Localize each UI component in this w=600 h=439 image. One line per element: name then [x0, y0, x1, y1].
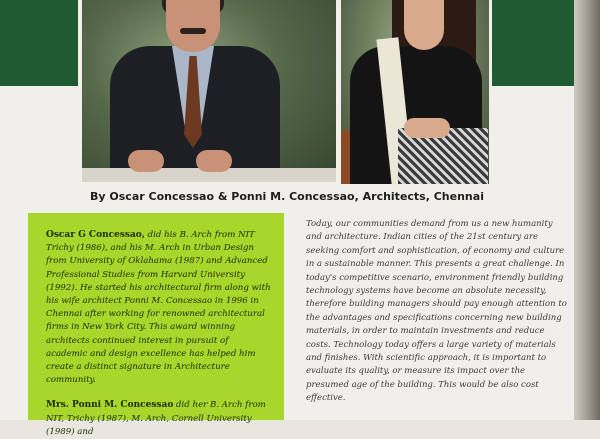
page-spine-shadow — [574, 0, 600, 420]
bio-text-oscar: did his B. Arch from NIT Trichy (1986), and his M. Arch in Urban Design from University of Oklahama (1987) and Advanced Professional Studies from Harvard University (1992). He started his architectural firm along with his wife architect Ponni M. Concessao in 1996 in Chennai after working for renowned architectural firms in New York City. This award winning architects continued interest in pursuit of academic and design excellence has helped him create a distinct signature in Architecture community. — [46, 230, 271, 386]
bio-text-ponni: did her B. Arch from NIT, Trichy (1987), M. Arch, Cornell University (1989) and — [46, 400, 266, 437]
man-hand-right — [196, 150, 232, 172]
bio-name-oscar: Oscar G Concessao, — [46, 230, 145, 240]
author-bio-box — [28, 213, 284, 437]
bio-name-ponni: Mrs. Ponni M. Concessao — [46, 400, 174, 411]
article-paragraph: Today, our communities demand from us a new humanity and architecture. Indian cities of the 21st century are seeking comfort and sophistication, of economy and culture in a sustainable manner. This presents a great challenge. In today's competitive scenario, environment friendly building technology systems have become an absolute necessity, therefore building managers should pay enough attention to the advantages and specifications concerning new building materials, in order to maintain investments and reduce costs. Technology today offers a large variety of materials and finishes. With scientific approach, it is important to evaluate its quality, or measure its impact over the presumed age of the building. This would be also cost effective. — [306, 219, 567, 404]
green-corner-tab-left — [0, 0, 78, 86]
bio-paragraph-oscar — [46, 229, 272, 387]
woman-face — [404, 0, 444, 50]
green-corner-tab-right — [492, 0, 576, 86]
man-mustache — [180, 28, 206, 34]
bio-paragraph-ponni — [46, 399, 272, 439]
article-column — [306, 218, 568, 420]
man-hand-left — [128, 150, 164, 172]
woman-hands — [404, 118, 450, 138]
man-face — [166, 0, 220, 52]
byline-caption: By Oscar Concessao & Ponni M. Concessao, Architects, Chennai — [90, 190, 484, 203]
